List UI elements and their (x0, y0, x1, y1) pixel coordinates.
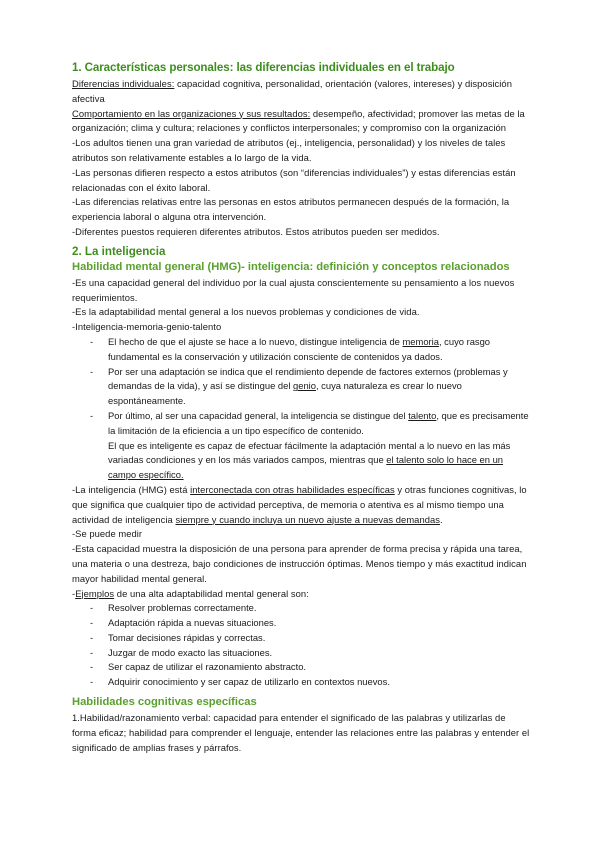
text: , que es precisamente la limitación de la eficiencia a un tipo específico de contenido. (108, 409, 529, 436)
paragraph-verbal-reasoning: 1.Habilidad/razonamiento verbal: capacidad para entender el significado de las palabras y utilizarlas de forma eficaz; habilidad para comprender el lenguaje, entender las relaciones entre las palabras y entender el significado de amplias frases y párrafos. (72, 712, 530, 753)
term-genius: genio (293, 380, 316, 392)
term-organizational-behavior: Comportamiento en las organizaciones y sus resultados: (72, 107, 311, 119)
paragraph-general-capacity: -Es una capacidad general del individuo por la cual ajusta conscientemente su pensamiento a los nuevos requerimientos. (72, 276, 515, 303)
paragraph-examples-intro (72, 587, 530, 602)
text: de una alta adaptabilidad mental general son: (114, 587, 309, 599)
text: , cuyo rasgo fundamental es la conservación y utilización consciente de contenidos ya dados. (108, 335, 491, 362)
paragraph-organizational-behavior (72, 107, 530, 137)
term-talent: talento (408, 409, 437, 421)
paragraph-different-jobs: -Diferentes puestos requieren diferentes atributos. Estos atributos pueden ser medidos. (72, 225, 440, 237)
section-2-subheading: Habilidad mental general (HMG)- inteligencia: definición y conceptos relacionados (72, 260, 510, 273)
list-item (72, 409, 530, 439)
paragraph-learning-disposition: -Esta capacidad muestra la disposición de una persona para aprender de forma precisa y rápida una tarea, una materia o una destreza, bajo condiciones de instrucción óptimas. Menos tiempo y más exactitud indican mayor habilidad mental general. (72, 543, 527, 584)
term-talent-specific: el talento solo lo hace en un campo específico. (108, 454, 504, 481)
list-item: - Juzgar de modo exacto las situaciones. (72, 646, 530, 661)
term-interconnected: interconectada con otras habilidades específicas (190, 483, 395, 495)
paragraph-intelligence-memory: -Inteligencia-memoria-genio-talento (72, 321, 222, 333)
intelligence-distinctions-list (72, 335, 530, 439)
term-memory: memoria (402, 335, 439, 347)
term-individual-differences: Diferencias individuales: (72, 78, 175, 89)
list-item (72, 335, 530, 365)
text: y otras funciones cognitivas, lo que significa que cualquier tipo de actividad perceptiva, de memoria o atentiva es al mismo tiempo una actividad de inteligencia (72, 483, 527, 525)
list-item: - Ser capaz de utilizar el razonamiento abstracto. (72, 660, 530, 675)
section-2-heading: 2. La inteligencia (72, 244, 166, 258)
text: El hecho de que el ajuste se hace a lo nuevo, distingue inteligencia de (108, 335, 403, 347)
examples-list (72, 601, 530, 690)
text: Por último, al ser una capacidad general, la inteligencia se distingue del (108, 409, 409, 421)
text: . (439, 513, 443, 525)
document-page (72, 60, 530, 755)
term-new-adjustment: siempre y cuando incluya un nuevo ajuste a nuevas demandas (175, 513, 440, 525)
list-item: - Resolver problemas correctamente. (72, 601, 530, 616)
text: -La inteligencia (HMG) está (72, 483, 191, 495)
list-item: - Tomar decisiones rápidas y correctas. (72, 631, 530, 646)
term-examples: Ejemplos (75, 587, 115, 599)
text: El que es inteligente es capaz de efectuar fácilmente la adaptación mental a lo nuevo en las más variadas condiciones y en los más variados campos, mientras que (108, 439, 511, 466)
text: - (72, 587, 76, 599)
paragraph-adaptability: -Es la adaptabilidad mental general a los nuevos problemas y condiciones de vida. (72, 306, 420, 318)
paragraph-adult-attributes: -Los adultos tienen una gran variedad de atributos (ej., inteligencia, personalidad) y los niveles de tales atributos son relativamente estables a lo largo de la vida. (72, 137, 506, 163)
paragraph-relative-differences: -Las diferencias relativas entre las personas en estos atributos permanecen después de la formación, la experiencia laboral o alguna otra intervención. (72, 196, 510, 223)
list-item: - Adquirir conocimiento y ser capaz de utilizarlo en contextos nuevos. (72, 675, 530, 690)
text: , cuya naturaleza es crear lo nuevo espontáneamente. (108, 380, 462, 407)
paragraph-people-differ: -Las personas difieren respecto a estos atributos (son “diferencias individuales”) y estas diferencias están relacionadas con el éxito laboral. (72, 166, 516, 193)
paragraph-individual-differences (72, 77, 530, 107)
text-organizational-behavior: desempeño, afectividad; promover las metas de la organización; clima y cultura; relaciones y conflictos interpersonales; y compromiso con la organización (72, 107, 525, 134)
text-individual-differences: capacidad cognitiva, personalidad, orientación (valores, intereses) y disposición afectiva (72, 78, 512, 104)
paragraph-measurable: -Se puede medir (72, 528, 143, 540)
section-3-heading: Habilidades cognitivas específicas (72, 696, 257, 709)
list-item (72, 365, 530, 409)
paragraph-interconnected (72, 483, 530, 527)
text: Por ser una adaptación se indica que el rendimiento depende de factores externos (problemas y demandas de la vida), y así se distingue del (108, 365, 508, 392)
list-item: - Adaptación rápida a nuevas situaciones. (72, 616, 530, 631)
section-1-heading: 1. Características personales: las diferencias individuales en el trabajo (72, 61, 455, 74)
list-continuation (72, 439, 530, 483)
